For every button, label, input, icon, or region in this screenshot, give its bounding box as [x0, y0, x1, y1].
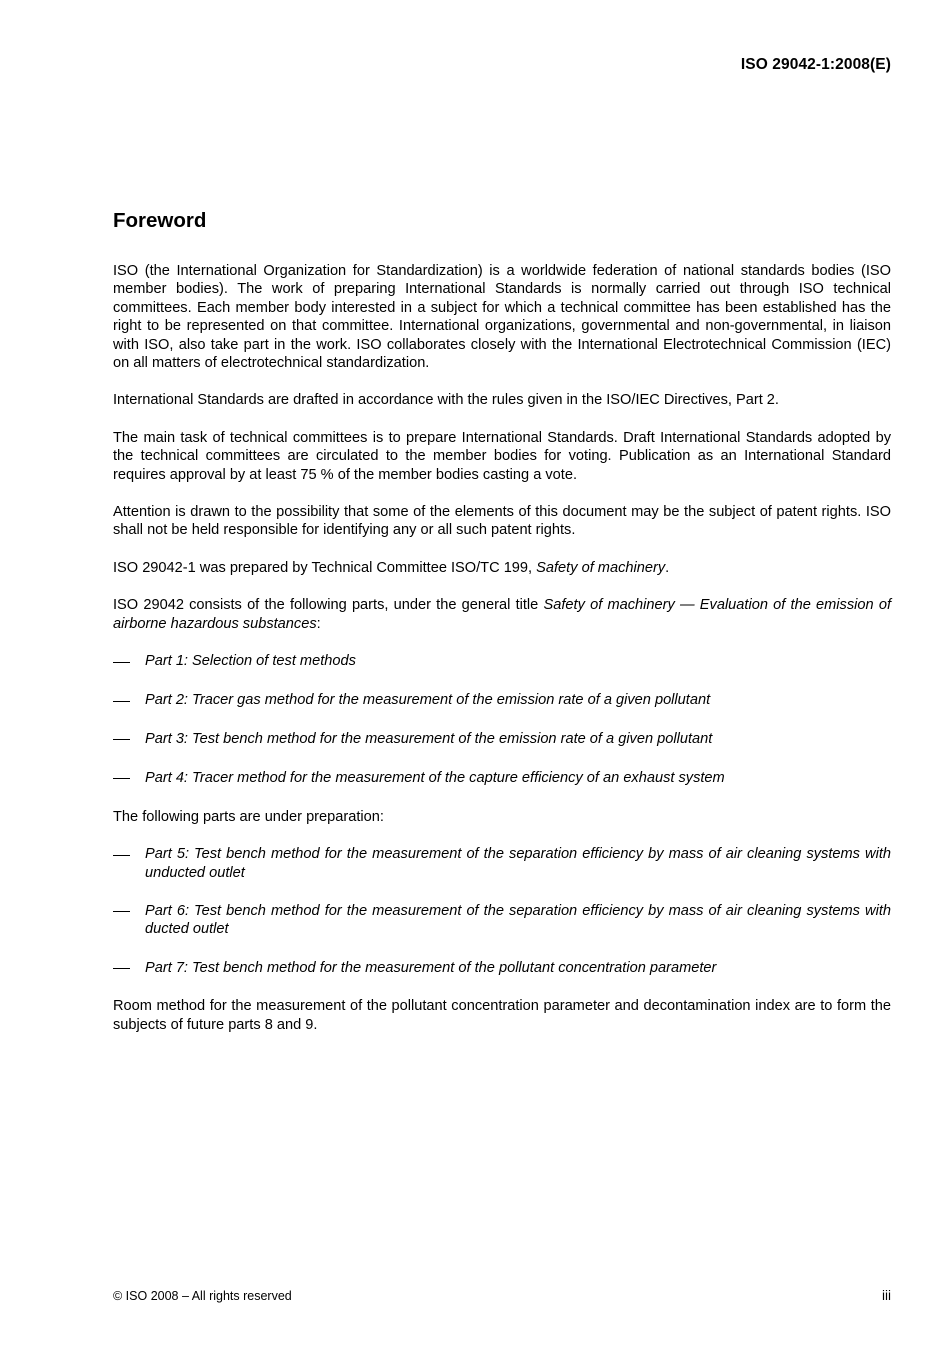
list-item-text: Part 2: Tracer gas method for the measurement of the emission rate of a given pollutant	[145, 692, 711, 708]
page-title: Foreword	[113, 209, 207, 232]
list-item	[113, 959, 891, 977]
paragraph-8: Room method for the measurement of the pollutant concentration parameter and decontamination index are to form the subjects of future parts 8 and 9.	[113, 998, 891, 1033]
paragraph-4: Attention is drawn to the possibility that some of the elements of this document may be the subject of patent rights. ISO shall not be held responsible for identifying any or all such patent rights.	[113, 504, 891, 539]
parts-list	[113, 652, 891, 787]
paragraph-3: The main task of technical committees is to prepare International Standards. Draft International Standards adopted by the technical committees are circulated to the member bodies for voting. Publication as an International Standard requires approval by at least 75 % of the member bodies casting a vote.	[113, 429, 891, 483]
list-item	[113, 769, 891, 787]
list-item-text: Part 3: Test bench method for the measurement of the emission rate of a given pollutant	[145, 730, 713, 747]
paragraph-5-title: Safety of machinery	[536, 559, 666, 576]
paragraph-5-end: .	[665, 559, 670, 576]
list-item	[113, 730, 891, 748]
paragraph-7: The following parts are under preparation:	[113, 808, 384, 825]
list-item	[113, 845, 891, 882]
list-item-text: Part 4: Tracer method for the measurement of the capture efficiency of an exhaust system	[145, 769, 725, 786]
list-item-text: Part 1: Selection of test methods	[145, 653, 356, 670]
list-item-text: Part 5: Test bench method for the measurement of the separation efficiency by mass of air cleaning systems with unducted outlet	[145, 846, 891, 881]
foreword-section	[113, 208, 891, 1053]
paragraph-6-end: :	[316, 615, 321, 632]
list-item-text: Part 7: Test bench method for the measurement of the pollutant concentration parameter	[145, 959, 717, 976]
list-item	[113, 652, 891, 670]
parts-in-preparation-list	[113, 845, 891, 977]
paragraph-6-title: Safety of machinery — Evaluation of the emission of airborne hazardous substances	[113, 597, 891, 632]
paragraph-6-text: ISO 29042 consists of the following parts, under the general title	[113, 597, 544, 614]
paragraph-1: ISO (the International Organization for Standardization) is a worldwide federation of national standards bodies (ISO member bodies). The work of preparing International Standards is normally carried out through ISO technical committees. Each member body interested in a subject for which a technical committee has been established has the right to be represented on that committee. International organizations, governmental and non-governmental, in liaison with ISO, also take part in the work. ISO collaborates closely with the International Electrotechnical Commission (IEC) on all matters of electrotechnical standardization.	[113, 263, 891, 372]
paragraph-5	[113, 559, 891, 577]
copyright-notice: © ISO 2008 – All rights reserved	[113, 1289, 292, 1303]
list-item	[113, 691, 891, 709]
paragraph-6	[113, 596, 891, 633]
page-number: iii	[882, 1288, 891, 1303]
document-id: ISO 29042-1:2008(E)	[740, 56, 891, 73]
paragraph-2: International Standards are drafted in accordance with the rules given in the ISO/IEC Directives, Part 2.	[113, 392, 779, 409]
list-item-text: Part 6: Test bench method for the measurement of the separation efficiency by mass of air cleaning systems with ducted outlet	[145, 902, 891, 938]
paragraph-5-text: ISO 29042-1 was prepared by Technical Committee ISO/TC 199,	[113, 559, 537, 576]
list-item	[113, 902, 891, 939]
